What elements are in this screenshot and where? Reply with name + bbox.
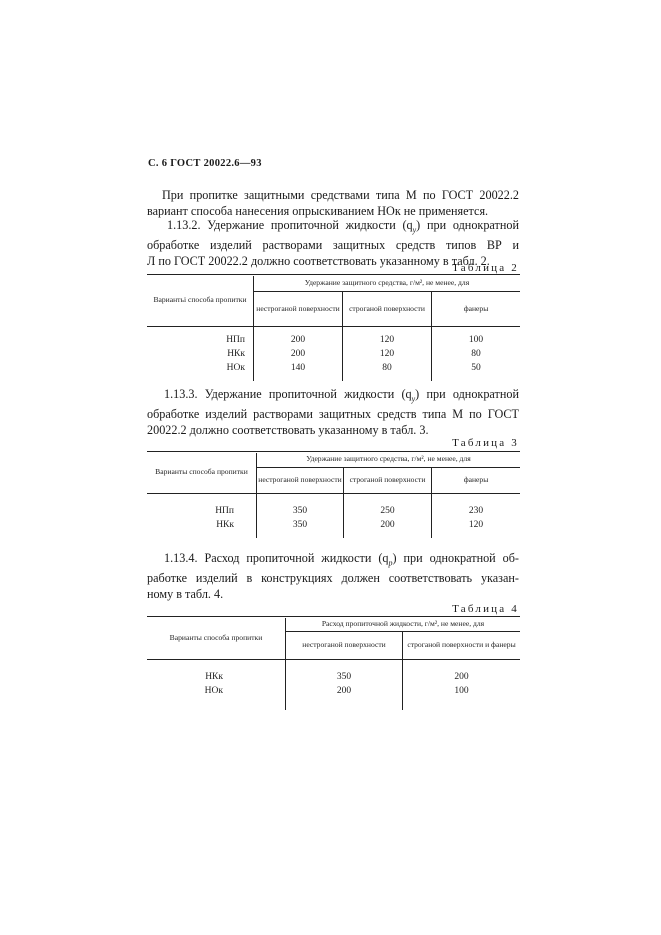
paragraph-3 (147, 387, 519, 438)
sub-header: строганой поверхности и фанеры (403, 632, 521, 660)
column-header-variant: Вариантьі способа пропитки (147, 276, 254, 327)
table-row: НКк 350 200 120 (147, 518, 520, 532)
sub-header: нестроганой поверхности (286, 632, 403, 660)
table-row: НКк 350 200 (147, 670, 520, 684)
table-row: НПп 200 120 100 (147, 333, 520, 347)
table-3 (147, 451, 520, 538)
table-row: НКк 200 120 80 (147, 347, 520, 361)
paragraph-line: вариант способа нанесения опрыскиванием НОк не применяется. (147, 203, 489, 218)
paragraph-line: работке изделий в конструкциях должен соответствовать указан- (147, 571, 519, 586)
paragraph-line: 1.13.2. Удержание пропиточной жидкости $(q_у)$ при однократной (167, 218, 519, 235)
table-2 (147, 274, 520, 381)
sub-header: строганой поверхности (344, 468, 432, 494)
sub-header: фанеры (432, 468, 521, 494)
paragraph-line: ному в табл. 4. (147, 586, 224, 601)
sub-header: нестроганой поверхности (257, 468, 344, 494)
sub-header: строганой поверхности (343, 292, 432, 327)
table-2-label: Таблица 2 (452, 262, 519, 274)
page-header: С. 6 ГОСТ 20022.6—93 (148, 158, 262, 169)
sub-header: нестроганой поверхности (254, 292, 343, 327)
table-row: НОк 200 100 (147, 684, 520, 698)
paragraph-line: обработке изделий растворами защитных средств типов ВР и (147, 238, 519, 253)
sub-header: фанеры (432, 292, 521, 327)
table-3-label: Таблица 3 (452, 437, 519, 449)
table-4-label: Таблица 4 (452, 603, 519, 615)
paragraph-line: 20022.2 должно соответствовать указанному в табл. 3. (147, 422, 429, 437)
paragraph-line: обработке изделий растворами защитных средств типа М по ГОСТ (147, 407, 519, 422)
paragraph-1 (147, 188, 519, 219)
group-header: Удержание защитного средства, г/м², не менее, для (254, 276, 521, 292)
group-header: Удержание защитного средства, г/м², не менее, для (257, 453, 521, 468)
paragraph-line: 1.13.3. Удержание пропиточной жидкости $(q_у)$ при однократной (164, 387, 519, 404)
paragraph-line: При пропитке защитными средствами типа М по ГОСТ 20022.2 (162, 188, 519, 202)
paragraph-line: Л по ГОСТ 20022.2 должно соответствовать указанному в табл. 2. (147, 253, 490, 268)
column-header-variant: Варианты способа пропитки (147, 453, 257, 494)
table-4 (147, 616, 520, 710)
group-header: Расход пропиточной жидкости, г/м², не менее, для (286, 618, 521, 632)
table-row: НОк 140 80 50 (147, 361, 520, 375)
paragraph-line: 1.13.4. Расход пропиточной жидкости $(q_р)$ при однократной об- (164, 551, 519, 568)
table-row: НПп 350 250 230 (147, 504, 520, 518)
column-header-variant: Варианты способа пропитки (147, 618, 286, 660)
paragraph-4 (147, 551, 519, 602)
